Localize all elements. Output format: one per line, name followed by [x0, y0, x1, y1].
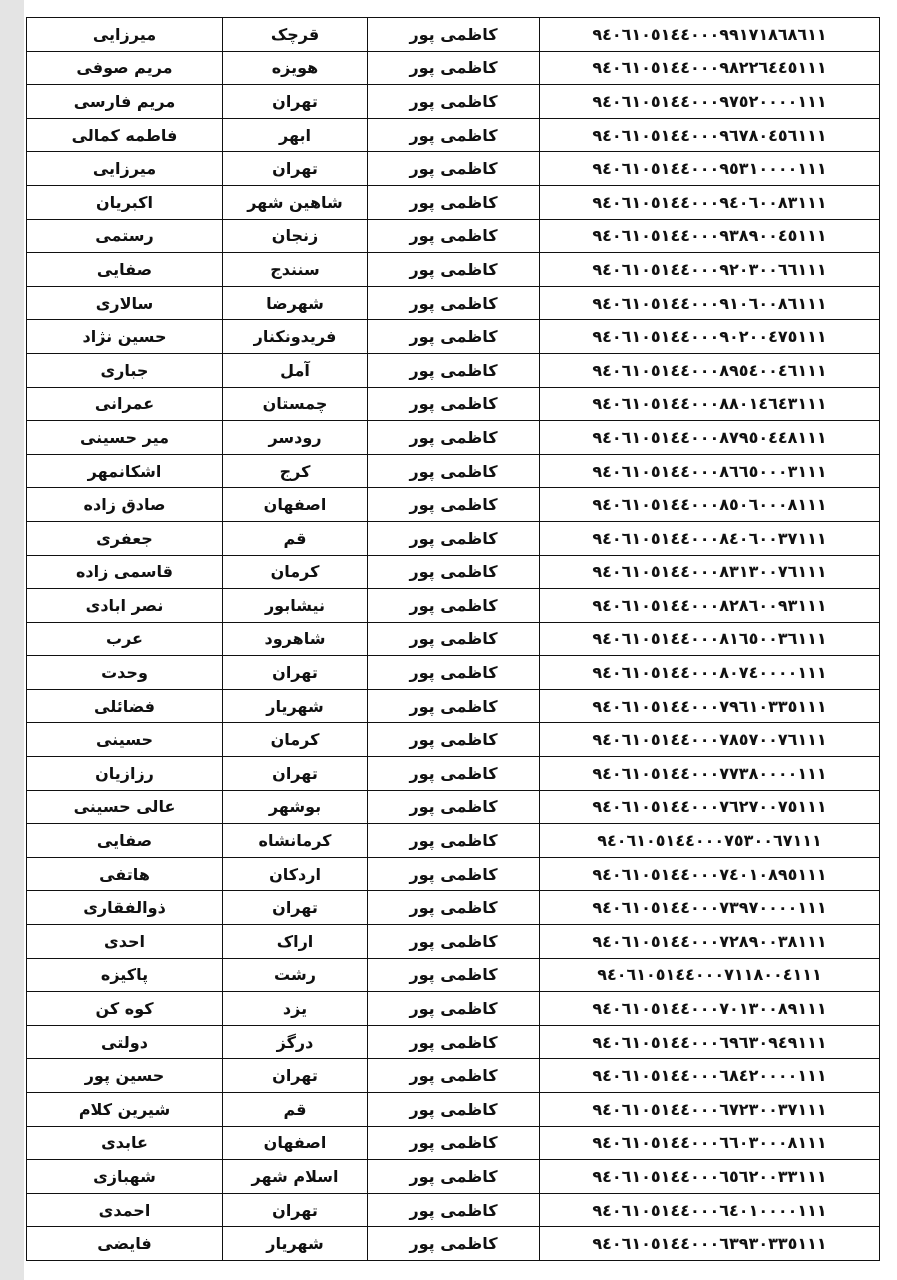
cell-name: میر حسینی	[27, 421, 223, 455]
cell-city: کرمان	[223, 723, 368, 757]
cell-number: ۹٤۰٦١۰٥١٤٤۰۰۰٨١٦٥۰۰٣٦١١١	[540, 622, 880, 656]
cell-number: ۹٤۰٦١۰٥١٤٤۰۰۰٨٦٦٥۰۰۰٣١١١	[540, 454, 880, 488]
cell-ref: کاظمی پور	[368, 1193, 540, 1227]
cell-name: اکبریان	[27, 185, 223, 219]
cell-name: مریم فارسی	[27, 85, 223, 119]
cell-city: سنندج	[223, 253, 368, 287]
cell-ref: کاظمی پور	[368, 656, 540, 690]
table-row	[27, 1025, 880, 1059]
cell-name: رستمی	[27, 219, 223, 253]
cell-ref: کاظمی پور	[368, 152, 540, 186]
cell-ref: کاظمی پور	[368, 85, 540, 119]
cell-ref: کاظمی پور	[368, 589, 540, 623]
table-row	[27, 925, 880, 959]
cell-city: اصفهان	[223, 1126, 368, 1160]
cell-city: شاهرود	[223, 622, 368, 656]
cell-name: احمدی	[27, 1193, 223, 1227]
table-row	[27, 891, 880, 925]
cell-name: پاکیزه	[27, 958, 223, 992]
cell-name: جباری	[27, 353, 223, 387]
cell-number: ۹٤۰٦١۰٥١٤٤۰۰۰٧٨٥٧۰۰٧٦١١١	[540, 723, 880, 757]
cell-number: ۹٤۰٦١۰٥١٤٤۰۰۰٨٧۹٥۰٤٤٨١١١	[540, 421, 880, 455]
cell-city: زنجان	[223, 219, 368, 253]
cell-name: نصر ابادی	[27, 589, 223, 623]
table-row	[27, 1193, 880, 1227]
cell-city: قم	[223, 1093, 368, 1127]
cell-name: اشکانمهر	[27, 454, 223, 488]
cell-name: فاطمه کمالی	[27, 118, 223, 152]
cell-name: میرزایی	[27, 152, 223, 186]
cell-city: تهران	[223, 1059, 368, 1093]
cell-ref: کاظمی پور	[368, 555, 540, 589]
cell-name: عالی حسینی	[27, 790, 223, 824]
page-margin-strip	[0, 0, 24, 1280]
cell-number: ۹٤۰٦١۰٥١٤٤۰۰۰٨٢٨٦۰۰۹٣١١١	[540, 589, 880, 623]
cell-number: ۹٤۰٦١۰٥١٤٤۰۰۰۹١۰٦۰۰٨٦١١١	[540, 286, 880, 320]
cell-ref: کاظمی پور	[368, 185, 540, 219]
records-table	[26, 17, 880, 1261]
cell-ref: کاظمی پور	[368, 891, 540, 925]
cell-name: هاتفی	[27, 857, 223, 891]
cell-name: حسینی	[27, 723, 223, 757]
cell-name: حسین پور	[27, 1059, 223, 1093]
table-row	[27, 589, 880, 623]
cell-number: ۹٤۰٦١۰٥١٤٤۰۰۰۹٢۰٣۰۰٦٦١١١	[540, 253, 880, 287]
cell-ref: کاظمی پور	[368, 723, 540, 757]
cell-ref: کاظمی پور	[368, 488, 540, 522]
cell-city: درگز	[223, 1025, 368, 1059]
table-row	[27, 286, 880, 320]
table-row	[27, 824, 880, 858]
cell-ref: کاظمی پور	[368, 925, 540, 959]
table-row	[27, 521, 880, 555]
cell-city: اصفهان	[223, 488, 368, 522]
cell-number: ۹٤۰٦١۰٥١٤٤۰۰۰۹٥٣١۰۰۰۰١١١	[540, 152, 880, 186]
cell-city: شهریار	[223, 689, 368, 723]
table-row	[27, 219, 880, 253]
cell-name: شیرین کلام	[27, 1093, 223, 1127]
table-row	[27, 253, 880, 287]
cell-city: کرمان	[223, 555, 368, 589]
cell-number: ۹٤۰٦١۰٥١٤٤۰۰۰٦٤۰١۰۰۰۰١١١	[540, 1193, 880, 1227]
cell-ref: کاظمی پور	[368, 521, 540, 555]
cell-number: ۹٤۰٦١۰٥١٤٤۰۰۰٧١١٨۰۰٤١١١	[540, 958, 880, 992]
cell-city: شهرضا	[223, 286, 368, 320]
cell-city: هویزه	[223, 51, 368, 85]
cell-name: میرزایی	[27, 18, 223, 52]
cell-ref: کاظمی پور	[368, 1059, 540, 1093]
cell-city: یزد	[223, 992, 368, 1026]
cell-city: تهران	[223, 891, 368, 925]
table-row	[27, 958, 880, 992]
table-row	[27, 185, 880, 219]
table-row	[27, 1160, 880, 1194]
cell-number: ۹٤۰٦١۰٥١٤٤۰۰۰٨۰٧٤۰۰۰۰١١١	[540, 656, 880, 690]
cell-number: ۹٤۰٦١۰٥١٤٤۰۰۰۹٦٧٨۰٤٥٦١١١	[540, 118, 880, 152]
cell-number: ۹٤۰٦١۰٥١٤٤۰۰۰٧٢٨۹۰۰٣٨١١١	[540, 925, 880, 959]
table-row	[27, 757, 880, 791]
cell-city: فریدونکنار	[223, 320, 368, 354]
table-row	[27, 1227, 880, 1261]
cell-ref: کاظمی پور	[368, 992, 540, 1026]
cell-number: ۹٤۰٦١۰٥١٤٤۰۰۰۹٧٥٢۰۰۰۰١١١	[540, 85, 880, 119]
cell-ref: کاظمی پور	[368, 18, 540, 52]
cell-number: ۹٤۰٦١۰٥١٤٤۰۰۰٨۹٥٤۰۰٤٦١١١	[540, 353, 880, 387]
table-row	[27, 421, 880, 455]
cell-ref: کاظمی پور	[368, 454, 540, 488]
cell-ref: کاظمی پور	[368, 958, 540, 992]
cell-number: ۹٤۰٦١۰٥١٤٤۰۰۰۹۹١٧١٨٦٨٦١١	[540, 18, 880, 52]
cell-city: چمستان	[223, 387, 368, 421]
cell-number: ۹٤۰٦١۰٥١٤٤۰۰۰٦٨٤٢۰۰۰۰١١١	[540, 1059, 880, 1093]
cell-name: فضائلی	[27, 689, 223, 723]
cell-name: حسین نژاد	[27, 320, 223, 354]
table-row	[27, 1059, 880, 1093]
cell-number: ۹٤۰٦١۰٥١٤٤۰۰۰۹٨٢٢٦٤٤٥١١١	[540, 51, 880, 85]
cell-number: ۹٤۰٦١۰٥١٤٤۰۰۰٧۹٦١۰٣٣٥١١١	[540, 689, 880, 723]
cell-city: تهران	[223, 85, 368, 119]
table-row	[27, 992, 880, 1026]
cell-name: عمرانی	[27, 387, 223, 421]
cell-ref: کاظمی پور	[368, 421, 540, 455]
table-row	[27, 353, 880, 387]
cell-name: قاسمی زاده	[27, 555, 223, 589]
cell-ref: کاظمی پور	[368, 1025, 540, 1059]
cell-ref: کاظمی پور	[368, 857, 540, 891]
table-row	[27, 85, 880, 119]
table-row	[27, 320, 880, 354]
cell-number: ۹٤۰٦١۰٥١٤٤۰۰۰۹٤۰٦۰۰٨٣١١١	[540, 185, 880, 219]
table-row	[27, 723, 880, 757]
cell-name: صفایی	[27, 824, 223, 858]
cell-number: ۹٤۰٦١۰٥١٤٤۰۰۰٧٣۹٧۰۰۰۰١١١	[540, 891, 880, 925]
cell-number: ۹٤۰٦١۰٥١٤٤۰۰۰٦۹٦٣۰۹٤۹١١١	[540, 1025, 880, 1059]
cell-city: نیشابور	[223, 589, 368, 623]
table-row	[27, 689, 880, 723]
cell-ref: کاظمی پور	[368, 1093, 540, 1127]
table-row	[27, 118, 880, 152]
cell-ref: کاظمی پور	[368, 118, 540, 152]
cell-ref: کاظمی پور	[368, 689, 540, 723]
cell-number: ۹٤۰٦١۰٥١٤٤۰۰۰٦٦۰٣۰۰۰٨١١١	[540, 1126, 880, 1160]
cell-name: عابدی	[27, 1126, 223, 1160]
cell-name: عرب	[27, 622, 223, 656]
cell-name: کوه کن	[27, 992, 223, 1026]
cell-city: تهران	[223, 152, 368, 186]
cell-city: قم	[223, 521, 368, 555]
table-row	[27, 18, 880, 52]
cell-number: ۹٤۰٦١۰٥١٤٤۰۰۰٧۰١٣۰۰٨۹١١١	[540, 992, 880, 1026]
table-row	[27, 152, 880, 186]
cell-ref: کاظمی پور	[368, 622, 540, 656]
cell-city: شاهین شهر	[223, 185, 368, 219]
table-row	[27, 454, 880, 488]
table-row	[27, 387, 880, 421]
cell-number: ۹٤۰٦١۰٥١٤٤۰۰۰٨٥۰٦۰۰۰٨١١١	[540, 488, 880, 522]
cell-number: ۹٤۰٦١۰٥١٤٤۰۰۰٦٧٢٣۰۰٣٧١١١	[540, 1093, 880, 1127]
cell-ref: کاظمی پور	[368, 353, 540, 387]
table-row	[27, 790, 880, 824]
cell-ref: کاظمی پور	[368, 253, 540, 287]
cell-name: رزازیان	[27, 757, 223, 791]
table-row	[27, 656, 880, 690]
cell-number: ۹٤۰٦١۰٥١٤٤۰۰۰٨٣١٣۰۰٧٦١١١	[540, 555, 880, 589]
cell-city: کرمانشاه	[223, 824, 368, 858]
cell-city: بوشهر	[223, 790, 368, 824]
records-table-body	[27, 18, 880, 1261]
cell-name: مریم صوفی	[27, 51, 223, 85]
cell-name: جعفری	[27, 521, 223, 555]
cell-city: اسلام شهر	[223, 1160, 368, 1194]
cell-ref: کاظمی پور	[368, 1160, 540, 1194]
table-row	[27, 555, 880, 589]
cell-name: شهبازی	[27, 1160, 223, 1194]
table-row	[27, 488, 880, 522]
cell-number: ۹٤۰٦١۰٥١٤٤۰۰۰٦٥٦٢۰۰٣٣١١١	[540, 1160, 880, 1194]
cell-ref: کاظمی پور	[368, 790, 540, 824]
cell-name: دولتی	[27, 1025, 223, 1059]
cell-name: سالاری	[27, 286, 223, 320]
cell-number: ۹٤۰٦١۰٥١٤٤۰۰۰۹۰٢۰۰٤٧٥١١١	[540, 320, 880, 354]
document-sheet	[24, 0, 897, 1280]
cell-name: ذوالفقاری	[27, 891, 223, 925]
cell-number: ۹٤۰٦١۰٥١٤٤۰۰۰٧٤۰١۰٨۹٥١١١	[540, 857, 880, 891]
cell-city: تهران	[223, 656, 368, 690]
cell-name: احدی	[27, 925, 223, 959]
cell-city: قرچک	[223, 18, 368, 52]
cell-number: ۹٤۰٦١۰٥١٤٤۰۰۰٧٧٣٨۰۰۰۰١١١	[540, 757, 880, 791]
cell-ref: کاظمی پور	[368, 320, 540, 354]
cell-city: ابهر	[223, 118, 368, 152]
cell-ref: کاظمی پور	[368, 51, 540, 85]
cell-number: ۹٤۰٦١۰٥١٤٤۰۰۰٧٦٢٧۰۰٧٥١١١	[540, 790, 880, 824]
cell-city: اردکان	[223, 857, 368, 891]
table-row	[27, 51, 880, 85]
cell-city: آمل	[223, 353, 368, 387]
cell-ref: کاظمی پور	[368, 286, 540, 320]
cell-city: رشت	[223, 958, 368, 992]
cell-city: رودسر	[223, 421, 368, 455]
cell-ref: کاظمی پور	[368, 757, 540, 791]
cell-ref: کاظمی پور	[368, 219, 540, 253]
cell-city: تهران	[223, 757, 368, 791]
cell-city: کرج	[223, 454, 368, 488]
cell-name: فایضی	[27, 1227, 223, 1261]
table-row	[27, 1126, 880, 1160]
cell-name: صفایی	[27, 253, 223, 287]
cell-number: ۹٤۰٦١۰٥١٤٤۰۰۰٨٤۰٦۰۰٣٧١١١	[540, 521, 880, 555]
cell-number: ۹٤۰٦١۰٥١٤٤۰۰۰٧٥٣۰۰٦٧١١١	[540, 824, 880, 858]
table-row	[27, 857, 880, 891]
cell-number: ۹٤۰٦١۰٥١٤٤۰۰۰۹٣٨۹۰۰٤٥١١١	[540, 219, 880, 253]
cell-number: ۹٤۰٦١۰٥١٤٤۰۰۰٨٨۰١٤٦٤٣١١١	[540, 387, 880, 421]
cell-name: صادق زاده	[27, 488, 223, 522]
table-row	[27, 622, 880, 656]
cell-city: شهریار	[223, 1227, 368, 1261]
cell-name: وحدت	[27, 656, 223, 690]
cell-city: اراک	[223, 925, 368, 959]
cell-ref: کاظمی پور	[368, 824, 540, 858]
cell-ref: کاظمی پور	[368, 1227, 540, 1261]
cell-ref: کاظمی پور	[368, 1126, 540, 1160]
table-row	[27, 1093, 880, 1127]
cell-city: تهران	[223, 1193, 368, 1227]
cell-ref: کاظمی پور	[368, 387, 540, 421]
cell-number: ۹٤۰٦١۰٥١٤٤۰۰۰٦٣۹٣۰٣٣٥١١١	[540, 1227, 880, 1261]
